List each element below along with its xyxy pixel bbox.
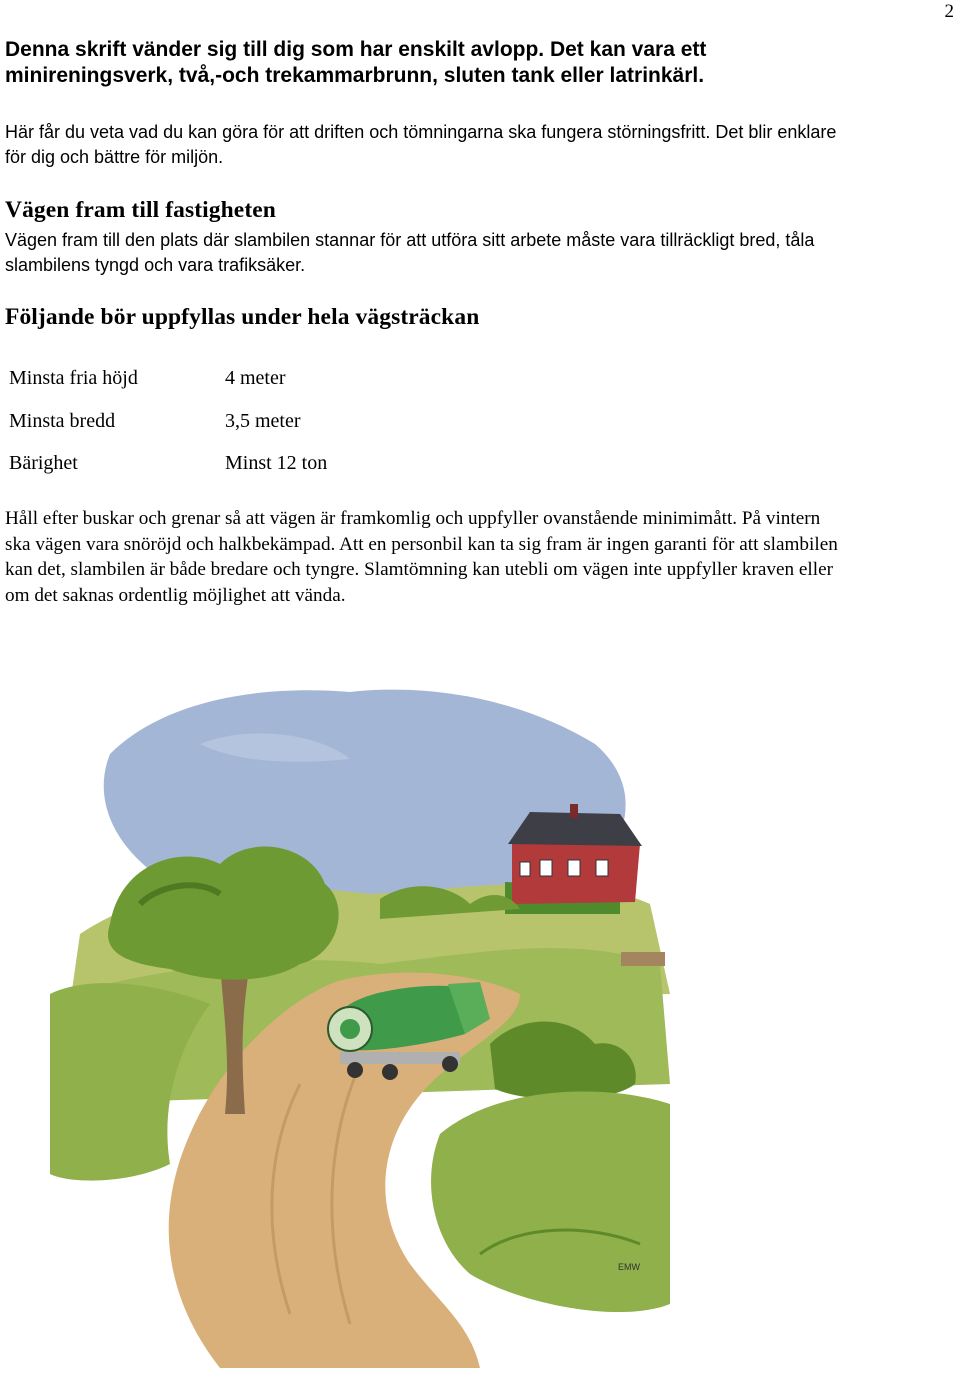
intro-bold-line: minireningsverk, två,-och trekammarbrunn, sluten tank eller latrinkärl.	[5, 64, 705, 87]
road-heading: Vägen fram till fastigheten	[5, 197, 276, 223]
req-value-bearing: Minst 12 ton	[225, 452, 328, 474]
maintenance-line: om det saknas ordentlig möjlighet att vända.	[5, 585, 346, 607]
req-label-height: Minsta fria höjd	[9, 367, 138, 389]
well	[621, 952, 665, 966]
req-value-width: 3,5 meter	[225, 410, 301, 432]
maintenance-line: kan det, slambilen är både bredare och tyngre. Slamtömning kan utebli om vägen inte uppfyller kraven eller	[5, 559, 833, 581]
page-number: 2	[944, 1, 954, 22]
red-house	[505, 804, 642, 914]
intro-line: för dig och bättre för miljön.	[5, 146, 224, 167]
intro-line: Här får du veta vad du kan göra för att driften och tömningarna ska fungera störningsfritt. Det blir enklare	[5, 122, 837, 142]
maintenance-paragraph	[5, 506, 960, 609]
road-line: Vägen fram till den plats där slambilen stannar för att utföra sitt arbete måste vara tillräckligt bred, tåla	[5, 230, 815, 250]
req-label-width: Minsta bredd	[9, 410, 116, 432]
intro-bold-line: Denna skrift vänder sig till dig som har enskilt avlopp. Det kan vara ett	[5, 38, 707, 61]
req-label-bearing: Bärighet	[9, 452, 78, 474]
req-value-height: 4 meter	[225, 367, 286, 389]
requirements-heading: Följande bör uppfyllas under hela vägsträckan	[5, 304, 480, 330]
farm-road-illustration	[50, 664, 690, 1368]
artist-signature: EMW	[618, 1262, 640, 1272]
maintenance-line: Håll efter buskar och grenar så att vägen är framkomlig och uppfyller ovanstående minimimått. På vintern	[5, 508, 821, 529]
right-hill	[431, 1092, 670, 1313]
road-line: slambilens tyngd och vara trafiksäker.	[5, 254, 306, 275]
maintenance-line: ska vägen vara snöröjd och halkbekämpad. Att en personbil kan ta sig fram är ingen garanti för att slambilen	[5, 533, 838, 555]
intro-paragraph	[5, 120, 955, 169]
intro-bold-text	[5, 37, 945, 89]
road-paragraph	[5, 228, 955, 277]
